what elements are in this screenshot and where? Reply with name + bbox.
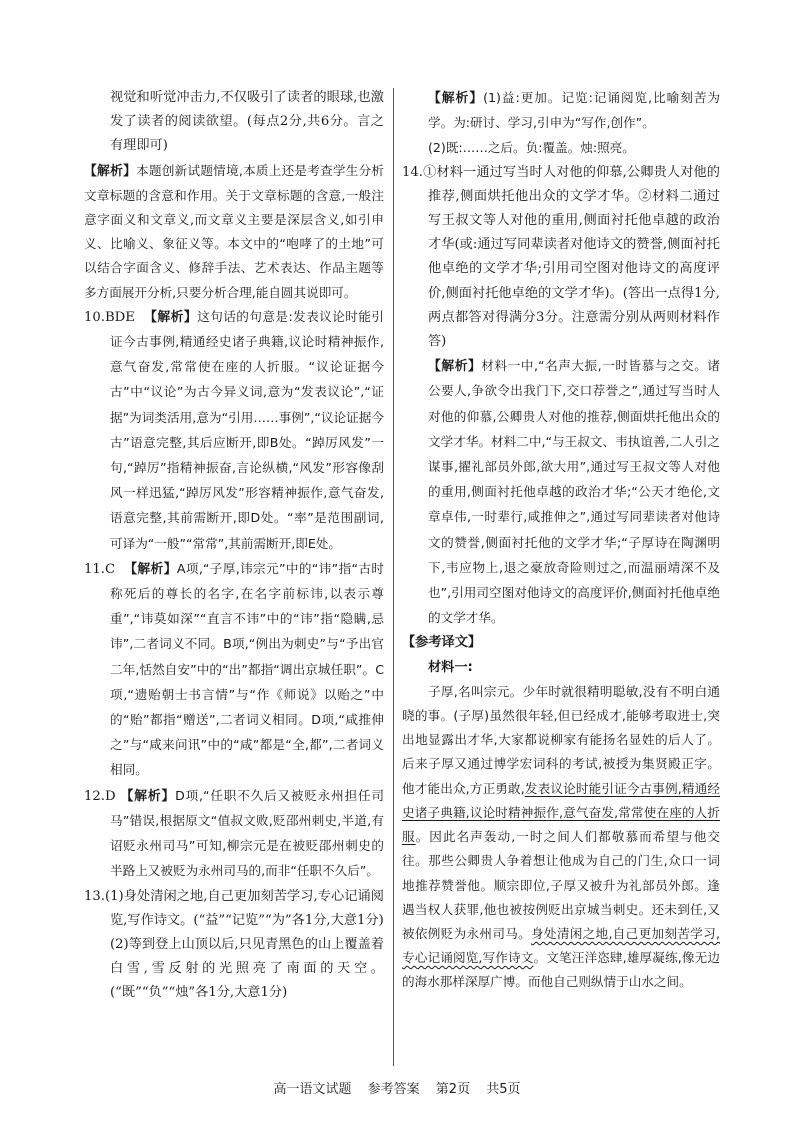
q10-answer: BDE bbox=[104, 309, 135, 325]
q13-explanation-2: (2)既:……之后。负:覆盖。烛:照亮。 bbox=[428, 140, 635, 156]
footer-total-pages: 共5页 bbox=[486, 1082, 521, 1097]
translation-part-5: 。文笔汪洋恣肆,雄厚凝练,像无边的海水那样深厚广博。而他自己则纵情于山水之间。 bbox=[402, 950, 720, 990]
q9-explanation bbox=[84, 159, 384, 305]
translation-underlined-1: 发表议论时能引证今古事例,精通经史诸子典籍,议论时精神振作,意气奋发,常常使在座的人折服 bbox=[402, 780, 720, 845]
q12-explanation: D项,“任职不久后又被贬永州担任司马”错误,根据原文“值叔文败,贬邵州刺史,半道,有诏贬永州司马”可知,柳宗元是在被贬邵州刺史的半路上又被贬为永州司马的,而非“任职不久后”。 bbox=[110, 787, 385, 879]
explanation-tag: 【解析】 bbox=[84, 163, 137, 179]
q12-answer: D bbox=[104, 788, 116, 804]
q13-number: 13. bbox=[84, 888, 105, 904]
q9-answer-continued: 视觉和听觉冲击力,不仅吸引了读者的眼球,也激发了读者的阅读欲望。(每点2分,共6分。言之有理即可) bbox=[110, 90, 384, 154]
q14-block bbox=[402, 161, 720, 355]
q9-explanation-text: 本题创新试题情境,本质上还是考查学生分析文章标题的含意和作用。关于文章标题的含意,一般注意字面义和文章义,而文章义主要是深层含义,如引申义、比喻义、象征义等。本文中的“咆哮了的土地”可以结合字面含义、修辞手法、艺术表达、作品主题等多方面展开分析,只要分析合理,能自圆其说即可。 bbox=[84, 162, 384, 300]
q14-explanation bbox=[402, 354, 720, 631]
q13-explanation-1: (1)益:更加。记览:记诵阅览,比喻刻苦为学。为:研讨、学习,引申为“写作,创作”。 bbox=[428, 90, 720, 131]
footer-subtitle: 参考答案 bbox=[367, 1082, 420, 1097]
explanation-tag: 【解析】 bbox=[428, 91, 484, 106]
q13-answer-2: (2)等到登上山顶以后,只见青黑色的山上覆盖着白雪,雪反射的光照亮了南面的天空。(“既”“负”“烛”各1分,大意1分) bbox=[110, 936, 384, 1001]
q10-explanation: 这句话的句意是:发表议论时能引证今古事例,精通经史诸子典籍,议论时精神振作,意气奋发,常常使在座的人折服。“议论证据今古”中“议论”为古今异义词,意为“发表议论”,“证据”为词类活用,意为“引用……事例”,“议论证据今古”语意完整,其后应断开,即B处。“踔厉风发”一句,“踔厉”指精神振奋,言论纵横,“风发”形容像刮风一样迅猛,“踔厉风发”形容精神振作,意气奋发,语意完整,其前需断开,即D处。“率”是范围副词,可译为“一般”“常常”,其前需断开,即E处。 bbox=[110, 308, 384, 551]
q10-number: 10. bbox=[84, 309, 105, 325]
q11-explanation: A项,“子厚,讳宗元”中的“讳”指“古时称死后的尊长的名字,在名字前标讳,以表示尊重”,“讳莫如深”“直言不讳”中的“讳”指“隐瞒,忌讳”,二者词义不同。B项,“例出为刺史”与“予出官二年,恬然自安”中的“出”都指“调出京城任职”。C项,“遗贻朝士书言情”与“作《师说》以贻之”中的“贻”都指“赠送”,二者词义相同。D项,“咸推伸之”与“咸来问讯”中的“咸”都是“全,都”,二者词义相同。 bbox=[110, 560, 385, 778]
q11-answer: C bbox=[104, 561, 116, 577]
reference-translation-heading: 【参考译文】 bbox=[402, 635, 482, 651]
explanation-tag: 【解析】 bbox=[428, 359, 482, 375]
translation-part-1: 子厚,名叫宗元。少年时就很精明聪敏,没有不明白通晓的事。(子厚)虽然很年轻,但已经成才,能够考取进士,突出地显露出才华,大家都说柳家有能扬名显姓的后人了。后来子厚又通过博学宏词科的考试,被授为集贤殿正字。他才能出众,方正勇敢, bbox=[402, 683, 720, 796]
q13-block bbox=[84, 885, 384, 933]
q14-number: 14. bbox=[402, 164, 423, 180]
q11-block bbox=[84, 557, 384, 784]
q14-answer: ①材料一通过写当时人对他的仰慕,公卿贵人对他的推荐,侧面烘托他出众的文学才华。②材料二通过写王叔文等人对他的重用,侧面衬托他卓越的政治才华(或:通过写同辈读者对他诗文的赞誉,侧面衬托他卓绝的文学才华;引用司空图对他诗文的高度评价,侧面衬托他卓绝的文学才华)。(答出一点得1分,两点都答对得满分3分。注意需分别从两则材料作答) bbox=[422, 164, 720, 350]
translation-paragraph bbox=[402, 680, 720, 995]
translation-part-3: 。因此名声轰动,一时之间人们都敬慕而希望与他交往。那些公卿贵人争着想让他成为自己的门生,众口一词地推荐赞誉他。顺宗即位,子厚又被升为礼部员外郎。逢遇当权人获罪,他也被按例贬出京城当刺史。还未到任,又被依例贬为永州司马。 bbox=[402, 829, 720, 941]
translation-underlined-2: 身处清闲之地,自己更加刻苦学习,专心记诵阅览,写作诗文 bbox=[402, 925, 720, 966]
left-column bbox=[84, 86, 384, 1006]
footer-title: 高一语文试题 bbox=[273, 1082, 352, 1097]
explanation-tag: 【解析】 bbox=[144, 309, 198, 325]
q12-block bbox=[84, 784, 384, 885]
q13-answer-1: (1)身处清闲之地,自己更加刻苦学习,专心记诵阅览,写作诗文。(“益”“记览”“为”各1分,大意1分) bbox=[104, 888, 384, 928]
q11-number: 11. bbox=[84, 561, 105, 577]
footer-page-number: 第2页 bbox=[435, 1082, 471, 1097]
right-column bbox=[402, 86, 720, 995]
explanation-tag: 【解析】 bbox=[120, 788, 176, 804]
column-divider bbox=[393, 88, 394, 1066]
material-one-heading: 材料一: bbox=[428, 659, 473, 675]
q12-number: 12. bbox=[84, 788, 105, 804]
page-footer bbox=[0, 1078, 794, 1097]
explanation-tag: 【解析】 bbox=[124, 561, 177, 577]
q13-explanation bbox=[402, 86, 720, 136]
q10-block bbox=[84, 305, 384, 557]
q14-explanation-text: 材料一中,“名声大振,一时皆慕与之交。诸公要人,争欲令出我门下,交口荐誉之”,通过写当时人对他的仰慕,公卿贵人对他的推荐,侧面烘托他出众的文学才华。材料二中,“与王叔文、韦执谊善,二人引之谋事,擢礼部员外郎,欲大用”,通过写王叔文等人对他的重用,侧面衬托他卓越的政治才华;“公天才绝伦,文章卓伟,一时辈行,咸推伸之”,通过写同辈读者对他诗文的赞誉,侧面衬托他的文学才华;“子厚诗在陶渊明下,韦应物上,退之豪放奇险则过之,而温丽靖深不及也”,引用司空图对他诗文的高度评价,侧面衬托他卓绝的文学才华。 bbox=[428, 358, 721, 626]
